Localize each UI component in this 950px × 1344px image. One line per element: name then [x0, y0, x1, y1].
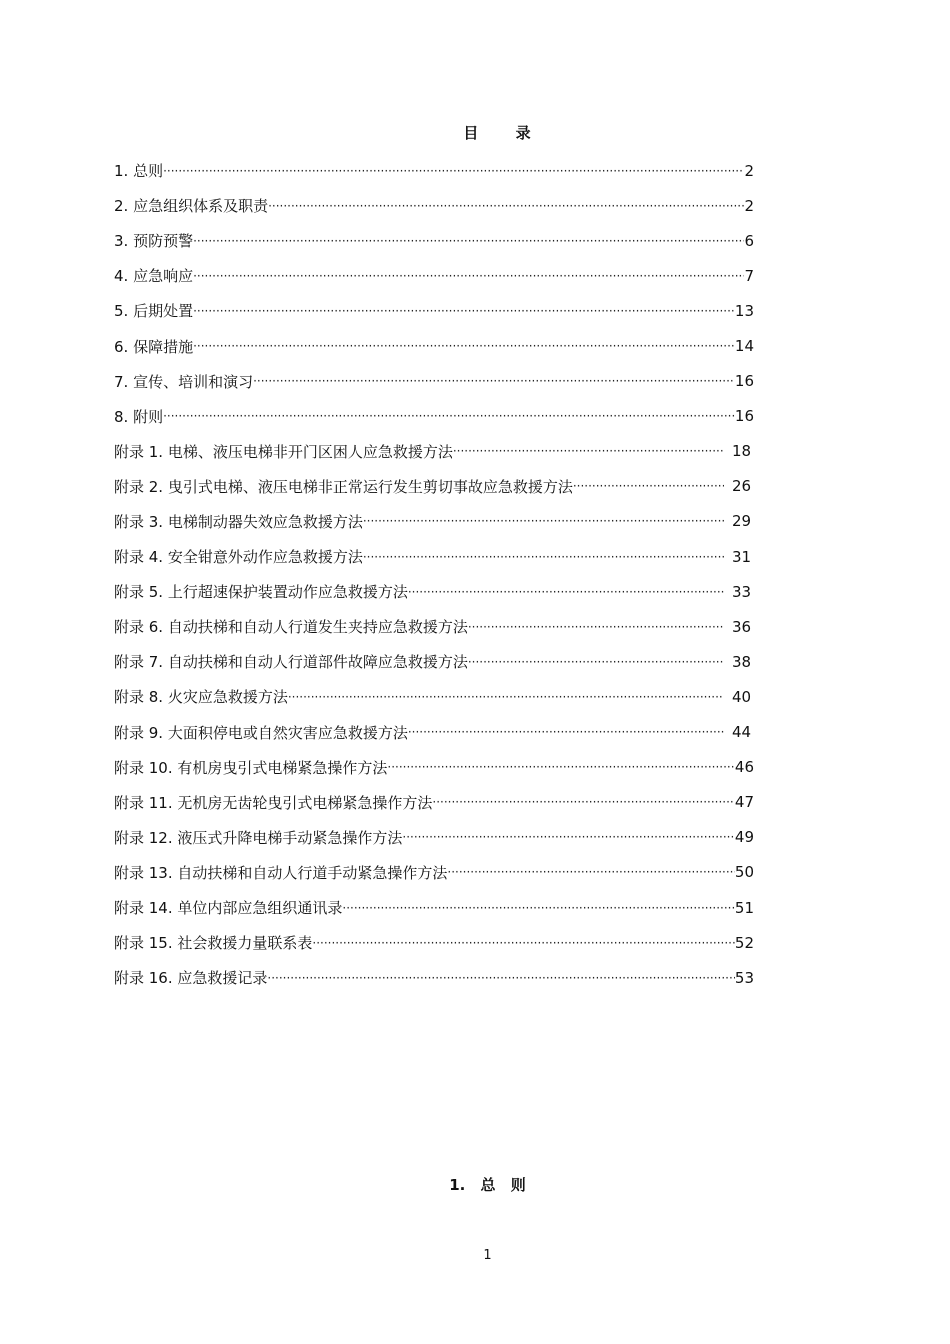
toc-entry-appendix[interactable] [114, 434, 754, 469]
dot-leader [468, 617, 724, 637]
dot-leader [402, 827, 735, 847]
dot-leader [453, 441, 724, 461]
dot-leader [363, 511, 724, 531]
dot-leader [253, 371, 735, 391]
toc-entry-appendix[interactable] [114, 715, 754, 750]
toc-entry-page: 44 [732, 723, 752, 742]
toc-entry-page: 16 [734, 372, 754, 391]
toc-entry-label: 附录 4. 安全钳意外动作应急救援方法 [114, 548, 363, 567]
toc-entry-appendix[interactable] [114, 785, 754, 820]
page-number: 1 [483, 1248, 492, 1263]
dot-leader [193, 301, 735, 321]
toc-entry-label: 附录 5. 上行超速保护装置动作应急救援方法 [114, 583, 408, 602]
toc-entry-appendix[interactable] [114, 504, 754, 539]
toc-entry-label: 5. 后期处置 [114, 302, 194, 321]
section-heading: 1. 总 则 [449, 1176, 526, 1194]
dot-leader [163, 161, 744, 181]
toc-entry-appendix[interactable] [114, 925, 754, 960]
table-of-contents [114, 153, 754, 995]
toc-entry-appendix[interactable] [114, 960, 754, 995]
toc-entry-appendix[interactable] [114, 890, 754, 925]
toc-entry-page: 47 [734, 793, 754, 812]
toc-entry-appendix[interactable] [114, 539, 754, 574]
toc-entry-page: 14 [734, 337, 754, 356]
toc-title: 目 录 [463, 124, 547, 142]
toc-entry-label: 附录 14. 单位内部应急组织通讯录 [114, 899, 343, 918]
toc-entry-label: 附录 15. 社会救援力量联系表 [114, 934, 313, 953]
toc-entry-label: 3. 预防预警 [114, 232, 194, 251]
toc-entry-appendix[interactable] [114, 644, 754, 679]
toc-entry-appendix[interactable] [114, 574, 754, 609]
toc-entry-page: 7 [744, 266, 754, 285]
toc-entry-page: 38 [732, 652, 752, 671]
toc-entry-label: 附录 11. 无机房无齿轮曳引式电梯紧急操作方法 [114, 793, 433, 812]
toc-entry-page: 36 [732, 617, 752, 636]
toc-entry-page: 33 [732, 582, 752, 601]
toc-entry-page: 26 [732, 477, 752, 496]
toc-entry-page: 2 [744, 161, 754, 180]
toc-entry-label: 4. 应急响应 [114, 267, 194, 286]
toc-entry[interactable] [114, 188, 754, 223]
dot-leader [387, 757, 735, 777]
toc-entry-page: 2 [744, 196, 754, 215]
dot-leader [193, 266, 744, 286]
toc-entry-page: 18 [732, 442, 752, 461]
toc-entry-label: 8. 附则 [114, 407, 164, 426]
toc-entry-appendix[interactable] [114, 820, 754, 855]
toc-entry-page: 53 [734, 968, 754, 987]
toc-entry-label: 附录 2. 曳引式电梯、液压电梯非正常运行发生剪切事故应急救援方法 [114, 477, 573, 496]
toc-entry-label: 2. 应急组织体系及职责 [114, 197, 269, 216]
toc-entry[interactable] [114, 153, 754, 188]
toc-entry-label: 7. 宣传、培训和演习 [114, 372, 254, 391]
toc-entry-label: 附录 10. 有机房曳引式电梯紧急操作方法 [114, 758, 388, 777]
toc-entry[interactable] [114, 293, 754, 328]
toc-entry-label: 附录 7. 自动扶梯和自动人行道部件故障应急救援方法 [114, 653, 468, 672]
dot-leader [432, 792, 735, 812]
toc-entry-label: 附录 3. 电梯制动器失效应急救援方法 [114, 512, 363, 531]
toc-entry-page: 40 [732, 687, 752, 706]
toc-entry-label: 附录 12. 液压式升降电梯手动紧急操作方法 [114, 828, 403, 847]
toc-entry-page: 51 [734, 898, 754, 917]
dot-leader [468, 652, 724, 672]
toc-entry-label: 附录 13. 自动扶梯和自动人行道手动紧急操作方法 [114, 863, 448, 882]
toc-entry-appendix[interactable] [114, 609, 754, 644]
toc-entry-page: 50 [734, 863, 754, 882]
toc-entry[interactable] [114, 258, 754, 293]
dot-leader [408, 722, 724, 742]
toc-entry-label: 附录 16. 应急救援记录 [114, 969, 268, 988]
toc-entry-page: 6 [744, 231, 754, 250]
dot-leader [267, 968, 735, 988]
toc-entry[interactable] [114, 364, 754, 399]
toc-entry-page: 52 [734, 933, 754, 952]
toc-entry-appendix[interactable] [114, 750, 754, 785]
toc-entry[interactable] [114, 328, 754, 363]
toc-entry-label: 附录 6. 自动扶梯和自动人行道发生夹持应急救援方法 [114, 618, 468, 637]
toc-entry-page: 31 [732, 547, 752, 566]
dot-leader [447, 862, 735, 882]
dot-leader [342, 898, 735, 918]
dot-leader [288, 687, 724, 707]
toc-entry-appendix[interactable] [114, 855, 754, 890]
dot-leader [193, 336, 735, 356]
toc-entry-appendix[interactable] [114, 469, 754, 504]
toc-entry-page: 46 [734, 758, 754, 777]
dot-leader [268, 196, 744, 216]
toc-entry-page: 16 [734, 407, 754, 426]
toc-entry-label: 附录 9. 大面积停电或自然灾害应急救援方法 [114, 723, 408, 742]
toc-entry-label: 1. 总则 [114, 162, 164, 181]
dot-leader [163, 406, 735, 426]
toc-entry-appendix[interactable] [114, 679, 754, 714]
toc-entry[interactable] [114, 399, 754, 434]
toc-entry-page: 13 [734, 301, 754, 320]
dot-leader [312, 933, 735, 953]
toc-entry-page: 29 [732, 512, 752, 531]
dot-leader [573, 476, 724, 496]
toc-entry[interactable] [114, 223, 754, 258]
dot-leader [363, 547, 724, 567]
toc-entry-label: 附录 8. 火灾应急救援方法 [114, 688, 288, 707]
toc-entry-page: 49 [734, 828, 754, 847]
dot-leader [408, 582, 724, 602]
dot-leader [193, 231, 744, 251]
toc-entry-label: 附录 1. 电梯、液压电梯非开门区困人应急救援方法 [114, 442, 453, 461]
toc-entry-label: 6. 保障措施 [114, 337, 194, 356]
